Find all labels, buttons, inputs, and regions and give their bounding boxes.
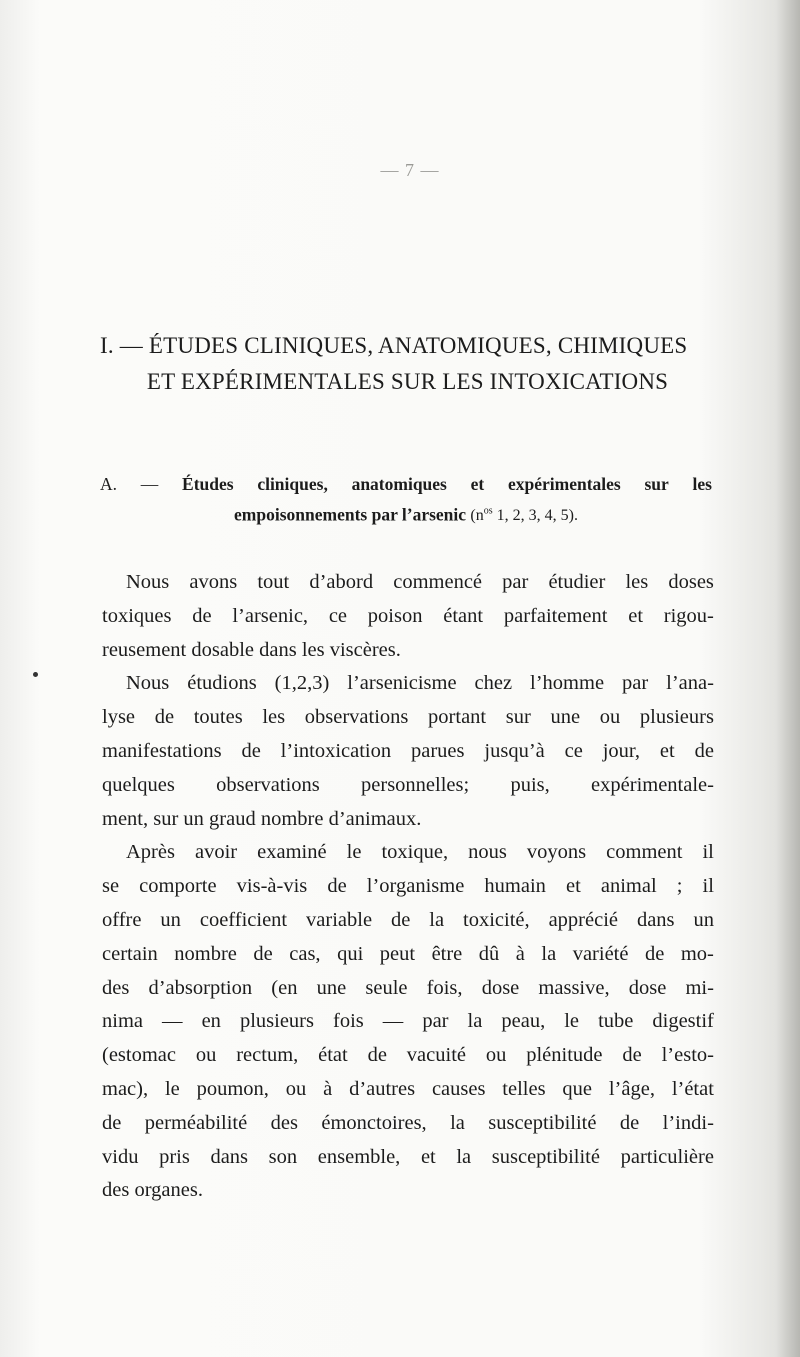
- word: (1,2,3): [274, 672, 330, 695]
- word: de: [391, 908, 411, 931]
- word: toxiques: [102, 604, 172, 627]
- word: le: [564, 1010, 580, 1033]
- word: nous: [468, 841, 507, 864]
- word: (estomac: [102, 1044, 176, 1067]
- word: une: [550, 706, 581, 729]
- word: mo-: [680, 942, 714, 965]
- word: un: [160, 908, 181, 931]
- word: quelques: [102, 773, 175, 796]
- word: la: [456, 1145, 472, 1168]
- word: de: [644, 942, 665, 965]
- line-text: des organes.: [102, 1179, 203, 1202]
- word: Nous: [126, 672, 170, 695]
- subsection-word: anatomiques: [351, 474, 447, 494]
- paragraph-3-line: [102, 1005, 714, 1039]
- word: cas,: [289, 942, 321, 965]
- word: ou: [599, 706, 621, 729]
- word: chez: [474, 672, 513, 695]
- word: perméabilité: [144, 1111, 248, 1134]
- reference-superscript: os: [483, 506, 493, 517]
- paragraph-1-line: [102, 634, 714, 668]
- word: nima: [102, 1010, 143, 1033]
- word: doses: [668, 571, 714, 593]
- word: de: [253, 942, 273, 965]
- word: portant: [428, 706, 487, 729]
- word: l’homme: [530, 672, 605, 695]
- word: la: [541, 942, 557, 965]
- reference-prefix: (n: [470, 507, 484, 525]
- word: jusqu’à: [484, 739, 545, 762]
- word: la: [450, 1111, 465, 1134]
- word: dans: [210, 1145, 249, 1168]
- word: particulière: [620, 1145, 714, 1168]
- word: susceptibilité: [488, 1111, 597, 1134]
- word: fois: [333, 1010, 364, 1033]
- paragraph-1-line: [102, 600, 714, 634]
- word: peut: [379, 942, 416, 965]
- word: tout: [257, 571, 290, 593]
- word: variété: [572, 942, 629, 965]
- word: de: [102, 1111, 122, 1134]
- word: le: [346, 841, 362, 864]
- section-title-line-2: ET EXPÉRIMENTALES SUR LES INTOXICATIONS: [146, 369, 669, 394]
- word: d’abord: [309, 571, 374, 593]
- word: humain: [484, 875, 546, 898]
- subsection-word: expérimentales: [507, 474, 621, 494]
- word: Après: [126, 841, 175, 864]
- word: les: [262, 706, 286, 729]
- word: toxicité,: [463, 908, 530, 931]
- body-text: [102, 566, 714, 1208]
- word: l’arsenic,: [232, 604, 309, 627]
- word: commencé: [393, 571, 483, 593]
- subsection-word: Études: [182, 474, 234, 494]
- paragraph-1-line: [102, 566, 714, 600]
- paragraph-3-line: [102, 904, 714, 938]
- word: étant: [443, 604, 484, 627]
- word: des: [102, 976, 130, 999]
- word: son: [268, 1145, 298, 1168]
- word: de: [694, 739, 714, 762]
- word: il: [702, 875, 714, 898]
- subsection-word: les: [692, 474, 712, 494]
- word: avons: [189, 571, 238, 593]
- word: plénitude: [526, 1044, 603, 1067]
- word: avoir: [195, 841, 238, 864]
- paragraph-3-line: [102, 1073, 714, 1107]
- word: l’indi-: [662, 1111, 714, 1134]
- word: se: [102, 875, 120, 898]
- paragraph-3-line: [102, 1174, 714, 1208]
- word: les: [625, 571, 649, 593]
- line-text: ment, sur un graud nombre d’animaux.: [102, 807, 422, 830]
- section-title: [100, 328, 715, 400]
- word: mi-: [685, 976, 714, 999]
- word: puis,: [510, 773, 550, 796]
- margin-mark: [33, 672, 38, 677]
- paragraph-2-line: [102, 735, 714, 769]
- word: ce: [328, 604, 348, 627]
- word: peau,: [501, 1010, 546, 1033]
- word: manifestations: [102, 739, 222, 762]
- subsection-dash: —: [140, 474, 159, 494]
- subsection-word: cliniques,: [257, 474, 328, 494]
- word: poumon,: [196, 1077, 269, 1100]
- word: toutes: [193, 706, 243, 729]
- word: ;: [676, 875, 683, 898]
- word: par: [622, 672, 649, 695]
- word: sur: [505, 706, 531, 729]
- word: lyse: [102, 706, 136, 729]
- word: il: [702, 841, 714, 864]
- word: vis-à-vis: [236, 875, 308, 898]
- word: personnelles;: [361, 773, 470, 796]
- paragraph-3-line: [102, 1107, 714, 1141]
- word: toxique,: [381, 841, 449, 864]
- word: vidu: [102, 1145, 139, 1168]
- word: dans: [636, 908, 675, 931]
- subsection-word: sur: [644, 474, 669, 494]
- word: susceptibilité: [491, 1145, 600, 1168]
- word: et: [659, 739, 675, 762]
- word: être: [431, 942, 463, 965]
- word: d’autres: [349, 1077, 416, 1100]
- word: mac),: [102, 1077, 149, 1100]
- word: vacuité: [406, 1044, 466, 1067]
- word: la: [429, 908, 445, 931]
- word: massive,: [538, 976, 610, 999]
- word: rigou-: [663, 604, 714, 627]
- paragraph-3-line: [102, 1141, 714, 1175]
- word: par: [422, 1010, 449, 1033]
- word: voyons: [526, 841, 587, 864]
- line-text: reusement dosable dans les viscères.: [102, 638, 401, 661]
- paragraph-3-line: [102, 836, 714, 870]
- paragraph-2-line: [102, 701, 714, 735]
- word: seule: [365, 976, 408, 999]
- word: ensemble,: [317, 1145, 401, 1168]
- word: l’intoxication: [280, 739, 392, 762]
- word: observations: [304, 706, 409, 729]
- word: nombre: [174, 942, 237, 965]
- word: parfaitement: [503, 604, 608, 627]
- section-title-line-1: I. — ÉTUDES CLINIQUES, ANATOMIQUES, CHIMIQUES: [100, 333, 688, 358]
- word: animal: [600, 875, 657, 898]
- word: ou: [285, 1077, 307, 1100]
- word: l’esto-: [661, 1044, 714, 1067]
- word: de: [619, 1111, 640, 1134]
- word: un: [693, 908, 714, 931]
- paragraph-3-line: [102, 972, 714, 1006]
- subsection-word: et: [470, 474, 485, 494]
- reference-numbers: 1, 2, 3, 4, 5).: [492, 507, 578, 525]
- paragraph-2-line: [102, 769, 714, 803]
- word: et: [628, 604, 644, 627]
- subsection-heading-line-2: [100, 498, 712, 530]
- word: d’absorption: [148, 976, 253, 999]
- subsection-title-bold: empoisonnements par l’arsenic: [234, 504, 467, 525]
- word: que: [562, 1077, 593, 1100]
- word: observations: [216, 773, 320, 796]
- word: variable: [306, 908, 373, 931]
- word: de: [154, 706, 175, 729]
- paragraph-3-line: [102, 938, 714, 972]
- word: expérimentale-: [591, 773, 714, 796]
- word: une: [316, 976, 347, 999]
- word: de: [192, 604, 212, 627]
- word: l’ana-: [666, 672, 714, 695]
- word: étudions: [187, 672, 257, 695]
- word: dose: [628, 976, 667, 999]
- word: parues: [411, 739, 465, 762]
- paragraph-3-line: [102, 1039, 714, 1073]
- word: par: [502, 571, 529, 593]
- word: l’organisme: [366, 875, 465, 898]
- word: le: [164, 1077, 180, 1100]
- word: l’arsenicisme: [347, 672, 457, 695]
- word: en: [201, 1010, 221, 1033]
- word: étudier: [548, 571, 606, 593]
- word: offre: [102, 908, 142, 931]
- word: causes: [431, 1077, 486, 1100]
- word: tube: [598, 1010, 634, 1033]
- word: ou: [195, 1044, 217, 1067]
- subsection-heading: [100, 470, 712, 530]
- word: qui: [337, 942, 364, 965]
- word: la: [467, 1010, 483, 1033]
- page-edge-shadow: [776, 0, 800, 1357]
- word: de: [327, 875, 347, 898]
- reference-list: [470, 507, 578, 524]
- subsection-label: A.: [100, 474, 118, 494]
- paragraph-2-line: [102, 667, 714, 701]
- word: et: [420, 1145, 436, 1168]
- word: de: [622, 1044, 642, 1067]
- word: de: [241, 739, 261, 762]
- word: à: [515, 942, 525, 965]
- word: des: [270, 1111, 298, 1134]
- word: poison: [367, 604, 423, 627]
- word: et: [565, 875, 581, 898]
- word: ce: [564, 739, 583, 762]
- word: émonctoires,: [321, 1111, 427, 1134]
- word: (en: [271, 976, 298, 999]
- word: dû: [478, 942, 500, 965]
- subsection-heading-line-1: [100, 470, 712, 498]
- word: dose: [481, 976, 520, 999]
- word: digestif: [652, 1010, 714, 1033]
- word: jour,: [602, 739, 641, 762]
- word: —: [382, 1010, 404, 1033]
- word: comment: [606, 841, 683, 864]
- word: —: [162, 1010, 183, 1033]
- word: plusieurs: [239, 1010, 314, 1033]
- paragraph-3-line: [102, 870, 714, 904]
- word: coefficient: [199, 908, 288, 931]
- word: certain: [102, 942, 158, 965]
- word: telles: [502, 1077, 546, 1100]
- word: fois,: [426, 976, 463, 999]
- word: de: [367, 1044, 387, 1067]
- word: pris: [159, 1145, 190, 1168]
- word: l’âge,: [608, 1077, 655, 1100]
- word: rectum,: [236, 1044, 299, 1067]
- word: à: [323, 1077, 333, 1100]
- word: plusieurs: [639, 706, 714, 729]
- word: examiné: [257, 841, 327, 864]
- word: l’état: [671, 1077, 714, 1100]
- word: apprécié: [548, 908, 618, 931]
- paragraph-2-line: [102, 803, 714, 837]
- word: ou: [485, 1044, 507, 1067]
- word: Nous: [126, 571, 170, 593]
- word: comporte: [139, 875, 217, 898]
- page-number: — 7 —: [380, 160, 440, 180]
- word: état: [318, 1044, 348, 1067]
